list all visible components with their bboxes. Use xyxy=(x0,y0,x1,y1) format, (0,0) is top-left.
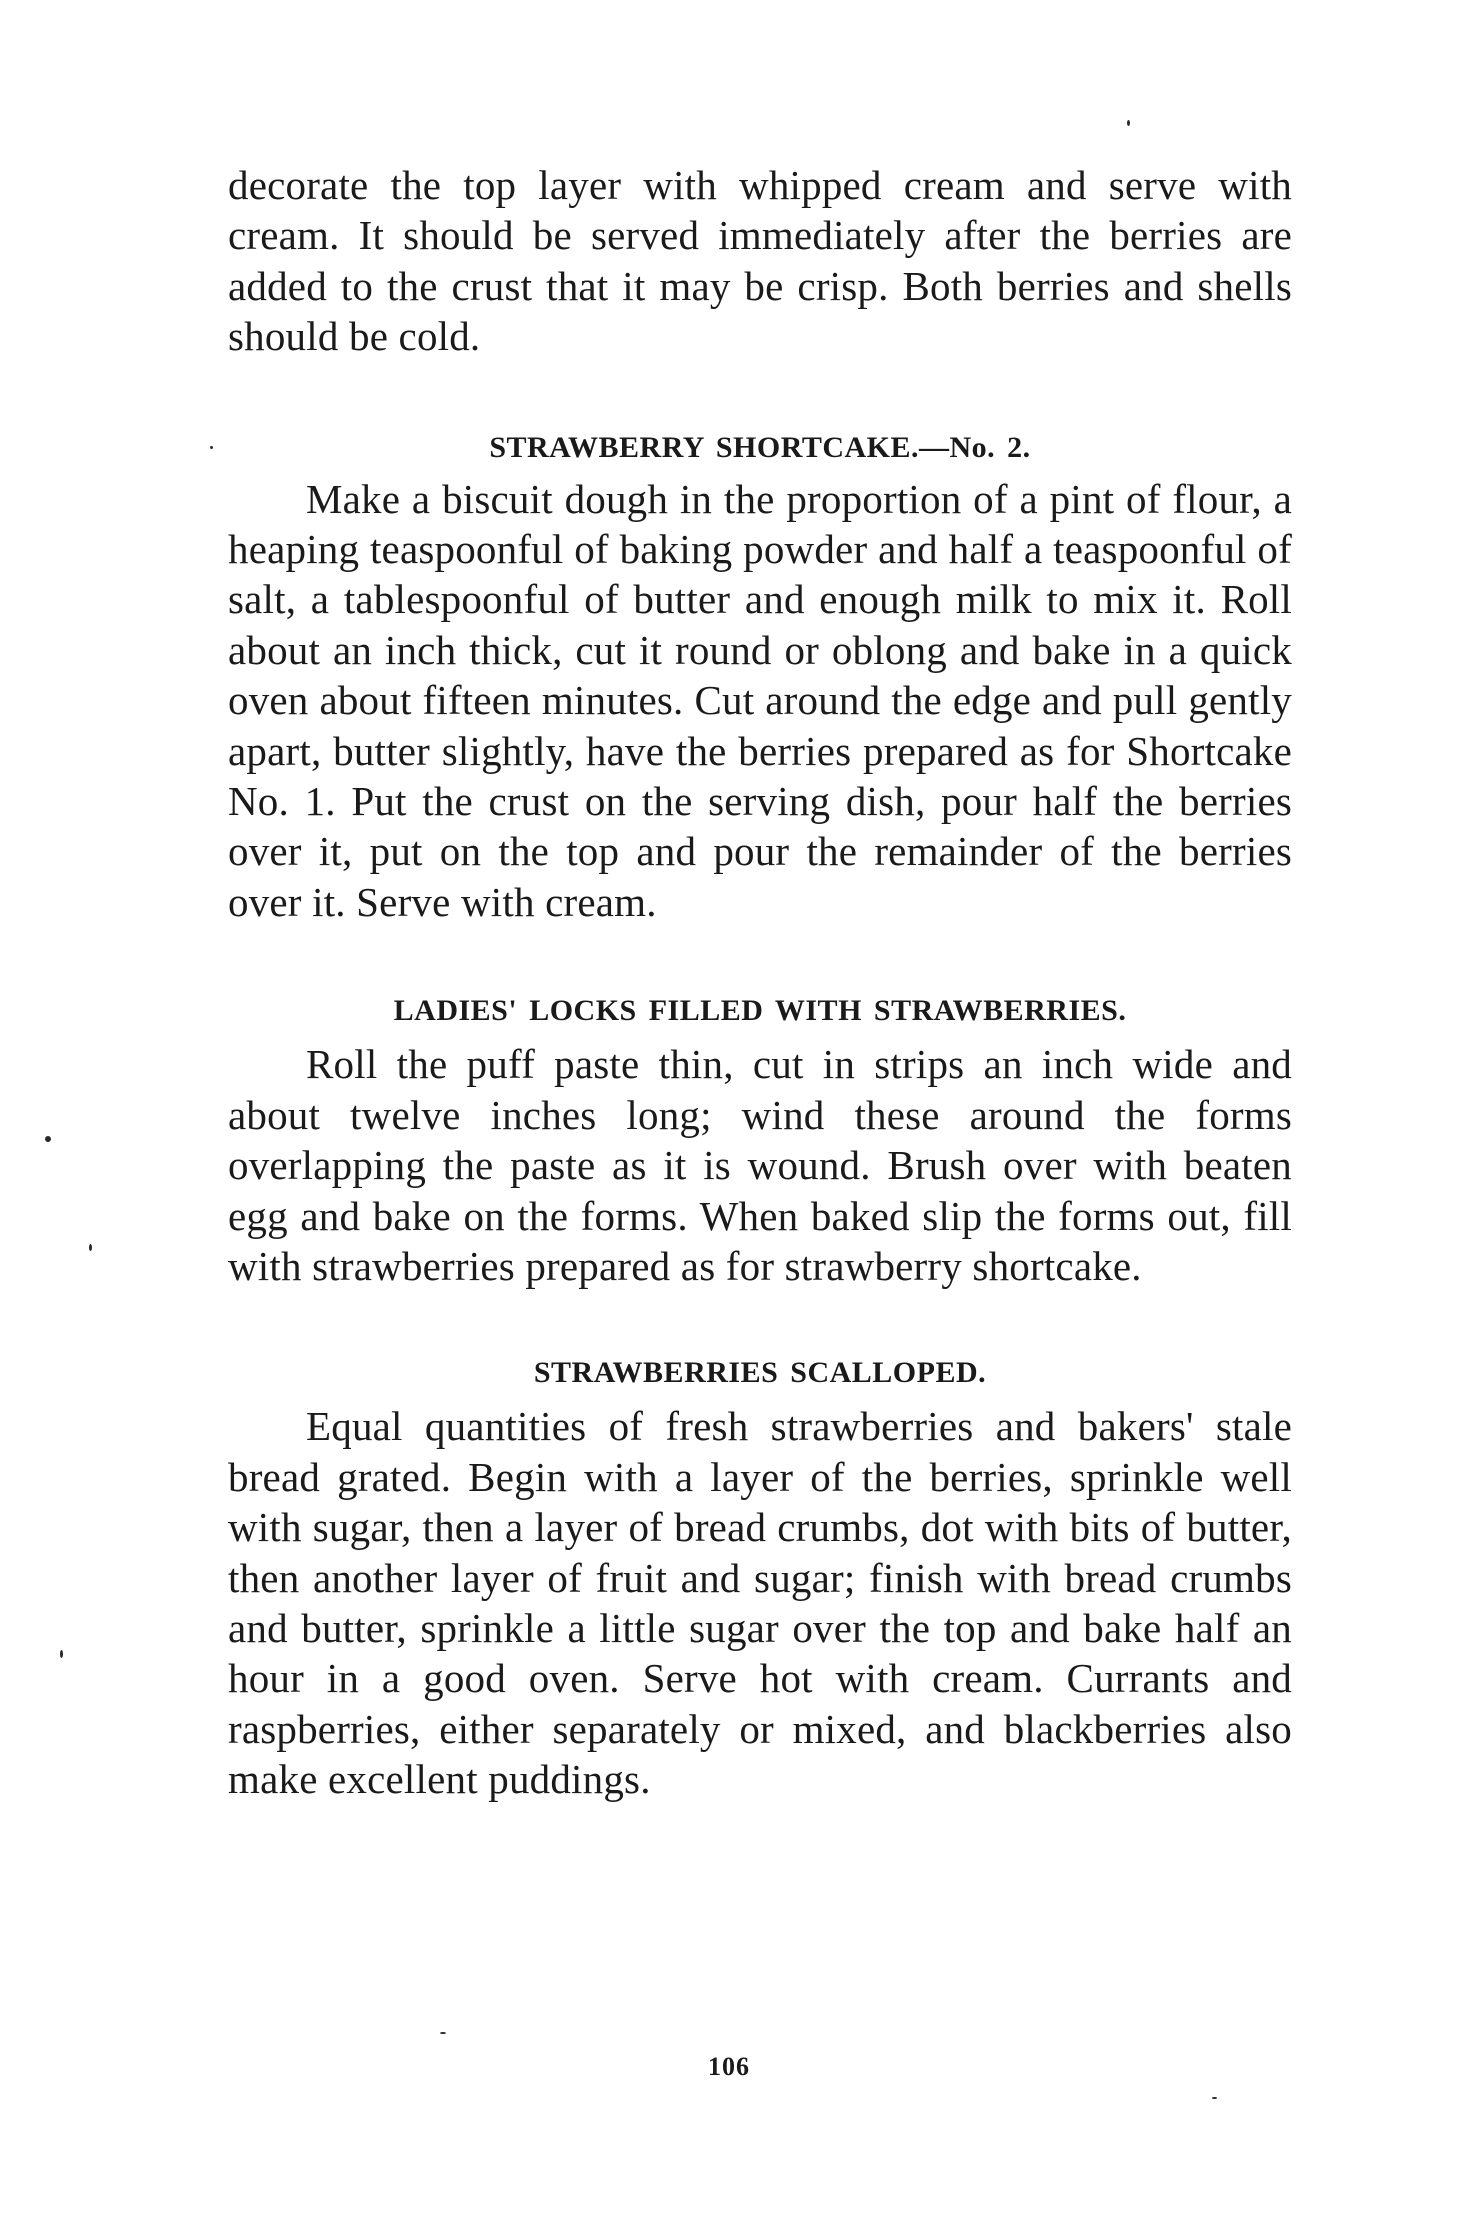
heading-ladies-locks: LADIES' LOCKS FILLED WITH STRAWBERRIES. xyxy=(393,994,1127,1028)
continuation-paragraph: decorate the top layer with whipped cream and serve with cream. It should be served immediately after the berries are added to the crust that it may be crisp. Both berries and shells should be cold. xyxy=(228,162,1292,360)
paragraph-strawberry-shortcake-no2: Make a biscuit dough in the proportion of a pint of flour, a heaping teaspoonful of baking powder and half a teaspoonful of salt, a tablespoonful of butter and enough milk to mix it. Roll about an inch thick, cut it round or oblong and bake in a quick oven about fifteen minutes. Cut around the edge and pull gently apart, butter slightly, have the berries prepared as for Shortcake No. 1. Put the crust on the serving dish, pour half the berries over it, put on the top and pour the remainder of the berries over it. Serve with cream. xyxy=(228,475,1292,925)
paragraph-ladies-locks: Roll the puff paste thin, cut in strips an inch wide and about twelve inches long; wind these around the forms overlapping the paste as it is wound. Brush over with beaten egg and bake on the forms. When baked slip the forms out, fill with strawberries prepared as for strawberry shortcake. xyxy=(228,1041,1292,1289)
scan-speck xyxy=(210,446,213,449)
book-page-text xyxy=(228,160,1292,1805)
scan-speck xyxy=(60,1650,63,1658)
page-number: 106 xyxy=(708,2052,750,2081)
scan-speck xyxy=(1127,120,1130,126)
scan-speck xyxy=(89,1244,92,1251)
heading-strawberries-scalloped: STRAWBERRIES SCALLOPED. xyxy=(533,1356,987,1390)
scan-speck xyxy=(1212,2097,1217,2099)
heading-strawberry-shortcake-no2: STRAWBERRY SHORTCAKE.—No. 2. xyxy=(489,430,1031,464)
scan-speck xyxy=(45,1136,51,1142)
scan-speck xyxy=(440,2032,446,2034)
paragraph-strawberries-scalloped: Equal quantities of fresh strawberries and bakers' stale bread grated. Begin with a layer of the berries, sprinkle well with sugar, then a layer of bread crumbs, dot with bits of butter, then another layer of fruit and sugar; finish with bread crumbs and butter, sprinkle a little sugar over the top and bake half an hour in a good oven. Serve hot with cream. Currants and raspberries, either separately or mixed, and blackberries also make excellent puddings. xyxy=(228,1403,1292,1803)
